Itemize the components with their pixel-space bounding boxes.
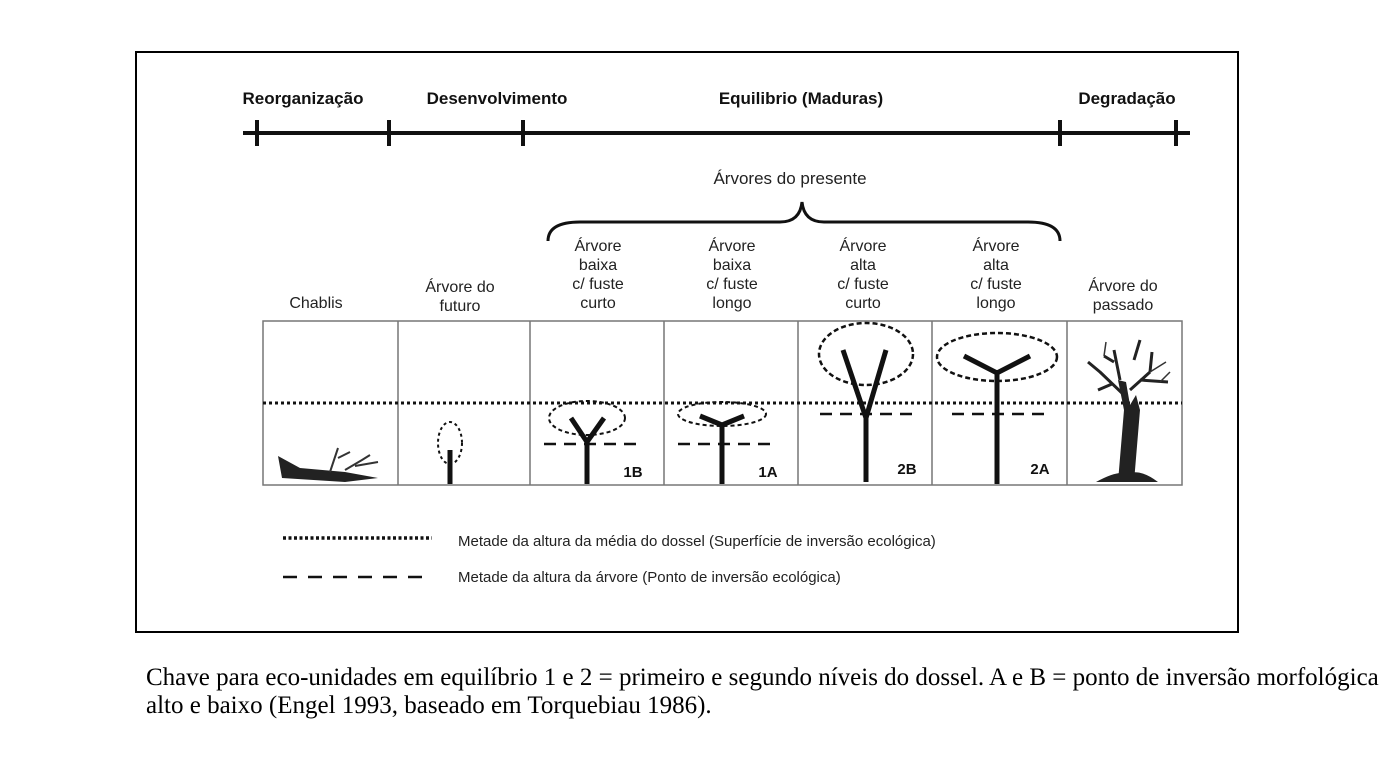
- code-2a: 2A: [1030, 461, 1050, 478]
- phase-degradacao: Degradação: [1078, 89, 1176, 108]
- label-1a-line4: longo: [712, 295, 752, 312]
- dead-tree-icon: [1088, 340, 1170, 482]
- legend-dashed-text: Metade da altura da árvore (Ponto de inversão ecológica): [458, 569, 841, 586]
- label-2b-line3: c/ fuste: [837, 276, 889, 293]
- label-1a-line1: Árvore: [708, 238, 756, 255]
- label-2a-line4: longo: [976, 295, 1016, 312]
- timeline: [243, 89, 1190, 146]
- label-2b-line4: curto: [845, 295, 881, 312]
- label-1b-line3: c/ fuste: [572, 276, 624, 293]
- legend-dotted-text: Metade da altura da média do dossel (Superfície de inversão ecológica): [458, 533, 936, 550]
- label-futuro-line2: futuro: [439, 298, 481, 315]
- label-1b-line4: curto: [580, 295, 616, 312]
- label-futuro-line1: Árvore do: [425, 279, 495, 296]
- label-2a-line3: c/ fuste: [970, 276, 1022, 293]
- figure-caption: Chave para eco-unidades em equilíbrio 1 e 2 = primeiro e segundo níveis do dossel. A e B = ponto de inversão morfológica alto e baixo (Engel 1993, baseado em Torquebiau 1986).: [146, 664, 1379, 719]
- label-2a-line2: alta: [983, 257, 1009, 274]
- label-1a-line3: c/ fuste: [706, 276, 758, 293]
- column-labels: [289, 236, 1157, 315]
- eco-unit-panels: [263, 321, 1182, 485]
- present-trees-brace: [548, 202, 1060, 241]
- label-2a-line1: Árvore: [972, 238, 1020, 255]
- present-trees-label: Árvores do presente: [713, 169, 867, 188]
- future-tree-icon: [438, 422, 462, 484]
- label-2b-line2: alta: [850, 257, 876, 274]
- phase-desenvolvimento: Desenvolvimento: [426, 89, 568, 108]
- label-passado-line1: Árvore do: [1088, 278, 1158, 295]
- code-2b: 2B: [897, 461, 917, 478]
- fallen-tree-icon: [278, 448, 378, 482]
- label-1b-line2: baixa: [578, 257, 618, 274]
- label-2b-line1: Árvore: [839, 238, 887, 255]
- label-passado-line2: passado: [1092, 297, 1154, 314]
- phase-reorganizacao: Reorganização: [242, 89, 364, 108]
- phase-equilibrio: Equilibrio (Maduras): [718, 89, 884, 108]
- code-1a: 1A: [758, 464, 778, 481]
- label-chablis: Chablis: [289, 295, 343, 312]
- label-1a-line2: baixa: [712, 257, 752, 274]
- legend: [283, 533, 936, 586]
- label-1b-line1: Árvore: [574, 238, 622, 255]
- code-1b: 1B: [623, 464, 643, 481]
